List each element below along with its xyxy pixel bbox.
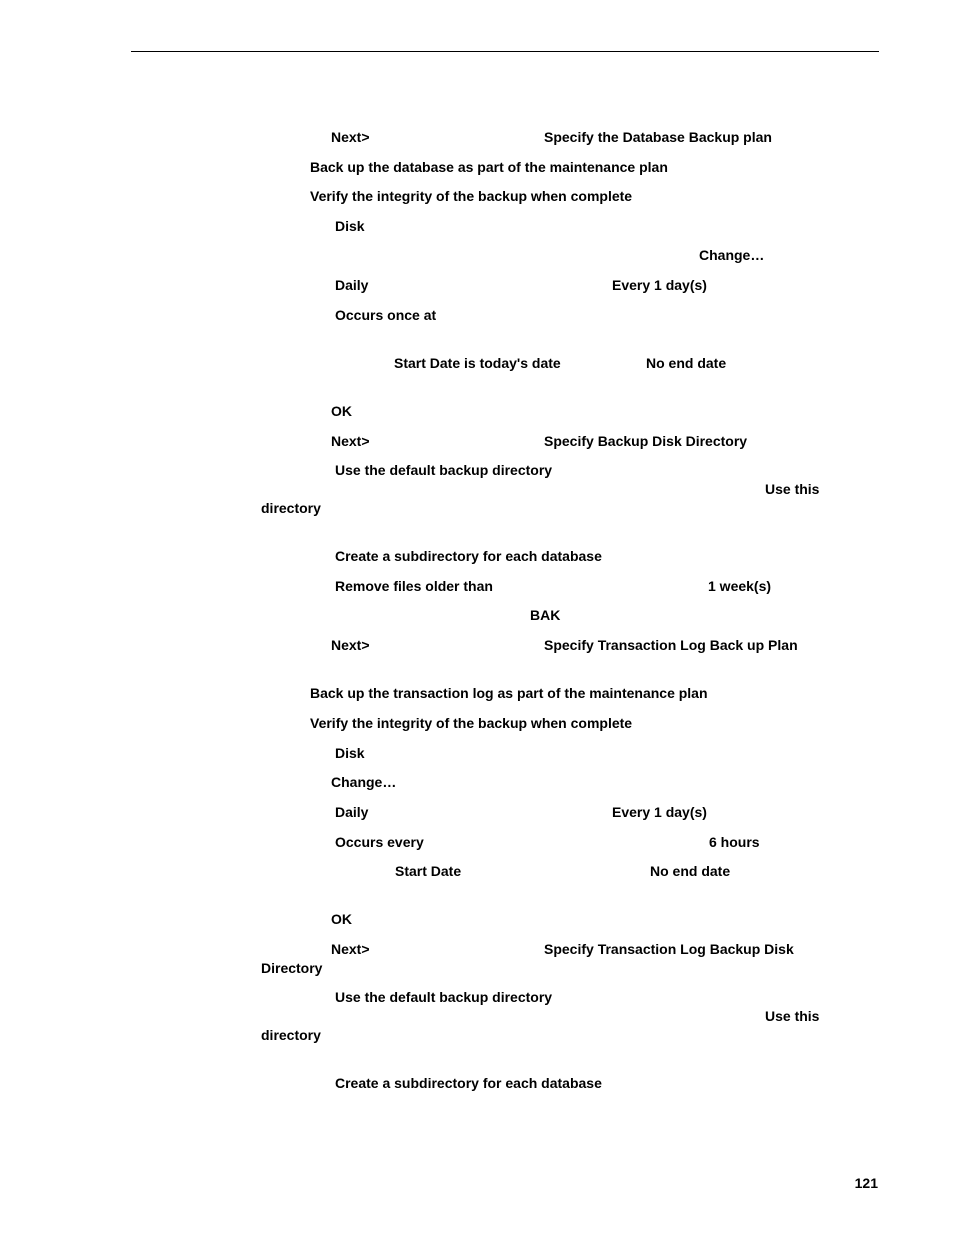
remove-files-value: 1 week(s) xyxy=(708,578,772,594)
remove-files-option: Remove files older than xyxy=(335,578,493,594)
change-button-label: Change… xyxy=(699,247,765,263)
default-directory-option: Use the default backup directory xyxy=(335,462,553,478)
frequency-daily: Daily xyxy=(335,804,369,820)
next-label: Next> xyxy=(331,129,370,145)
header-rule xyxy=(131,51,879,52)
location-disk: Disk xyxy=(335,745,365,761)
use-this-directory-label: Use this xyxy=(765,481,820,497)
use-this-directory-label-cont: directory xyxy=(261,500,321,516)
recurrence-every-day: Every 1 day(s) xyxy=(612,804,707,820)
backup-database-option: Back up the database as part of the maintenance plan xyxy=(310,159,668,175)
recurrence-every-day: Every 1 day(s) xyxy=(612,277,707,293)
start-date-label: Start Date xyxy=(395,863,462,879)
start-date-label: Start Date is today's date xyxy=(394,355,561,371)
next-label: Next> xyxy=(331,637,370,653)
page-number: 121 xyxy=(854,1175,878,1191)
next-label: Next> xyxy=(331,941,370,957)
end-date-label: No end date xyxy=(646,355,727,371)
interval-hours: 6 hours xyxy=(709,834,760,850)
ok-button-label: OK xyxy=(331,403,352,419)
use-this-directory-label: Use this xyxy=(765,1008,820,1024)
ok-button-label: OK xyxy=(331,911,352,927)
verify-integrity-option: Verify the integrity of the backup when complete xyxy=(310,188,633,204)
dialog-title-transaction-log-plan: Specify Transaction Log Back up Plan xyxy=(544,637,798,653)
dialog-title-backup-directory: Specify Backup Disk Directory xyxy=(544,433,748,449)
verify-integrity-option: Verify the integrity of the backup when complete xyxy=(310,715,633,731)
dialog-title-database-backup: Specify the Database Backup plan xyxy=(544,129,772,145)
frequency-daily: Daily xyxy=(335,277,369,293)
subdirectory-option: Create a subdirectory for each database xyxy=(335,1075,602,1091)
daily-frequency-once: Occurs once at xyxy=(335,307,437,323)
dialog-title-transaction-log-directory-cont: Directory xyxy=(261,960,323,976)
next-label: Next> xyxy=(331,433,370,449)
daily-frequency-every: Occurs every xyxy=(335,834,424,850)
dialog-title-transaction-log-directory: Specify Transaction Log Backup Disk xyxy=(544,941,794,957)
default-directory-option: Use the default backup directory xyxy=(335,989,553,1005)
use-this-directory-label-cont: directory xyxy=(261,1027,321,1043)
location-disk: Disk xyxy=(335,218,365,234)
backup-transaction-log-option: Back up the transaction log as part of the maintenance plan xyxy=(310,685,708,701)
file-extension: BAK xyxy=(530,607,561,623)
subdirectory-option: Create a subdirectory for each database xyxy=(335,548,602,564)
change-button-label: Change… xyxy=(331,774,397,790)
end-date-label: No end date xyxy=(650,863,731,879)
